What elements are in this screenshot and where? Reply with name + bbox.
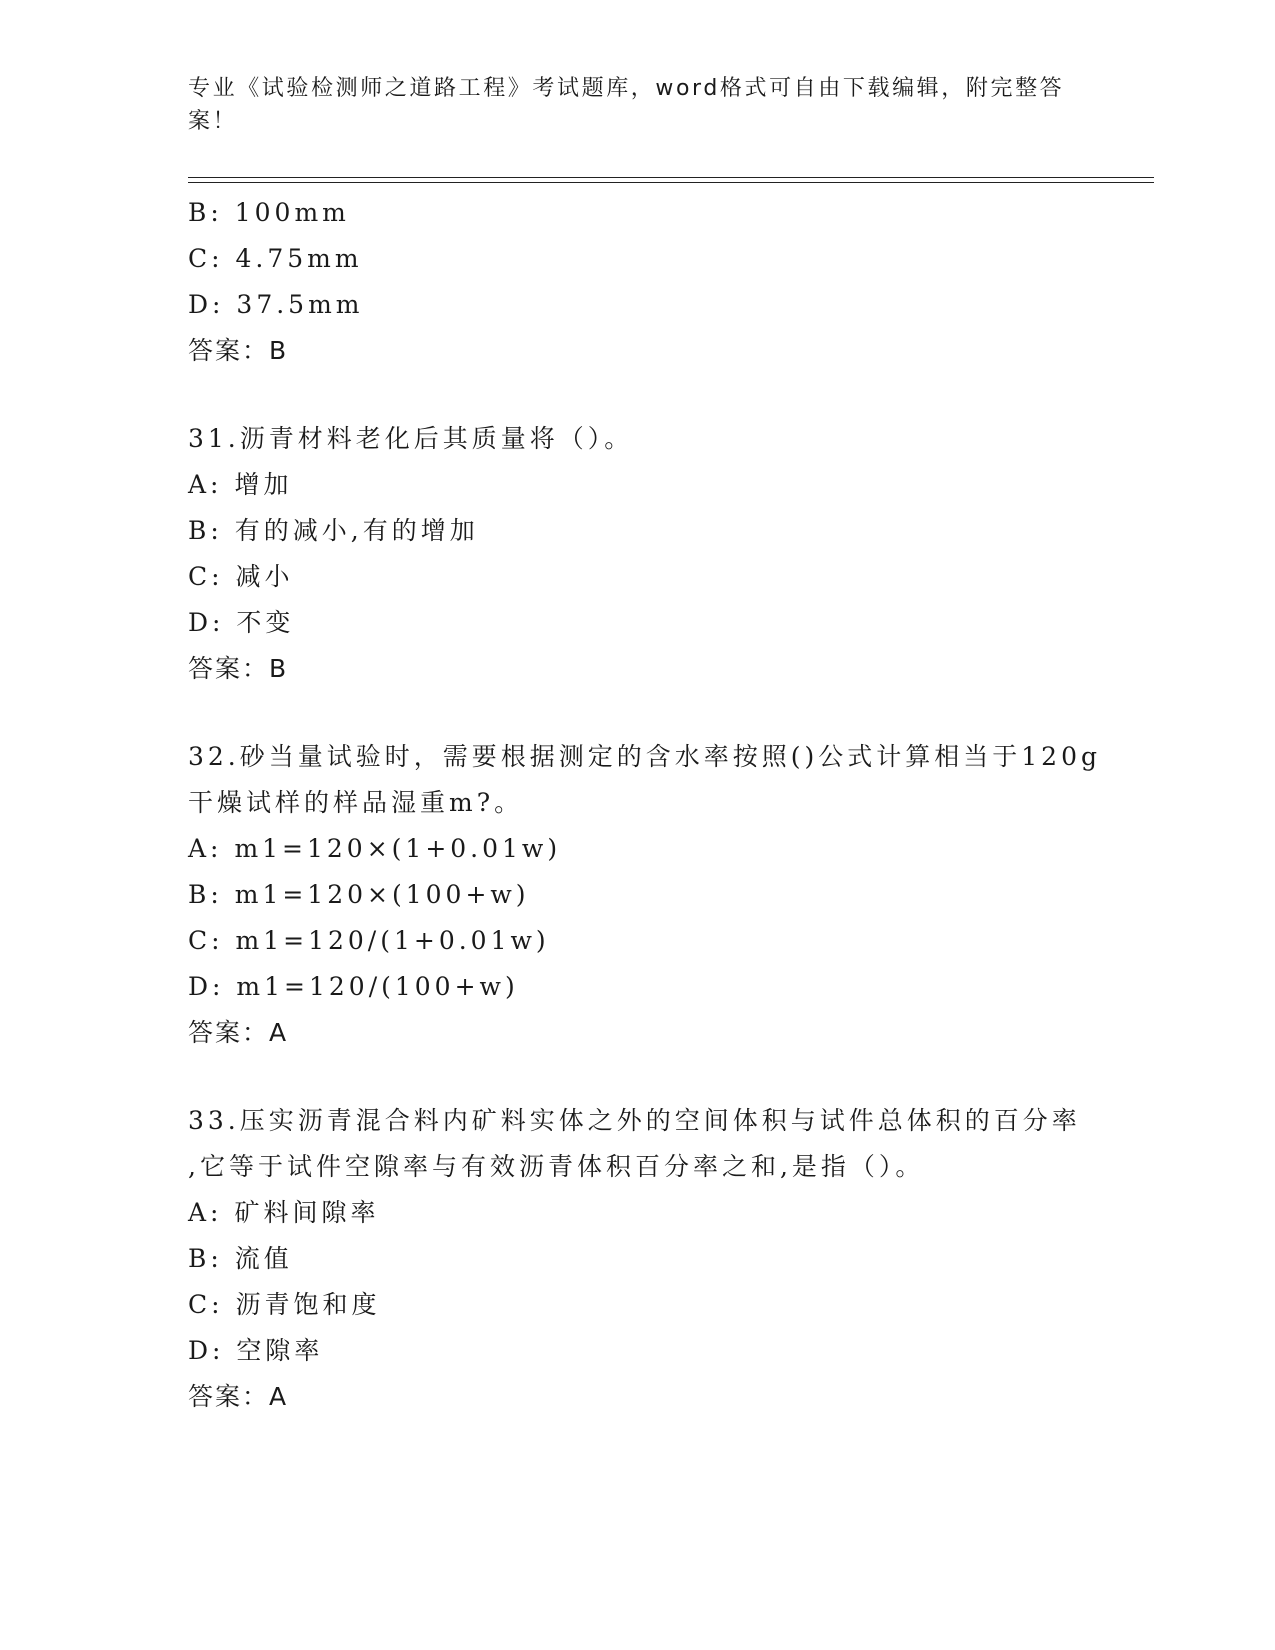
option-d xyxy=(188,282,1088,328)
option-label: C: xyxy=(188,1290,224,1319)
question-stem-line-2: ,它等于试件空隙率与有效沥青体积百分率之和,是指（）。 xyxy=(188,1152,925,1181)
option-label: C: xyxy=(188,244,224,273)
option-b xyxy=(188,872,1088,918)
option-a xyxy=(188,826,1088,872)
option-d xyxy=(188,1328,1088,1374)
question-30-tail xyxy=(188,190,1088,374)
option-text: 减小 xyxy=(235,562,294,591)
answer-line: 答案：A xyxy=(188,1018,289,1047)
question-spacer xyxy=(188,374,1088,416)
option-d xyxy=(188,600,1088,646)
answer-line: 答案：A xyxy=(188,1382,289,1411)
option-text: 矿料间隙率 xyxy=(234,1198,380,1227)
answer-line: 答案：B xyxy=(188,336,289,365)
question-spacer xyxy=(188,1056,1088,1098)
option-a xyxy=(188,1190,1088,1236)
option-label: B: xyxy=(188,516,223,545)
option-c xyxy=(188,236,1088,282)
option-b xyxy=(188,1236,1088,1282)
document-header xyxy=(188,72,1068,138)
question-32 xyxy=(188,734,1101,1056)
option-c xyxy=(188,1282,1088,1328)
question-31 xyxy=(188,416,1088,692)
option-text: 37.5mm xyxy=(236,290,364,319)
option-c xyxy=(188,918,1088,964)
question-stem-line-2: 干燥试样的样品湿重m?。 xyxy=(188,788,524,817)
option-text: 4.75mm xyxy=(235,244,363,273)
option-text: m1=120×(1+0.01w) xyxy=(234,834,562,863)
option-label: B: xyxy=(188,198,223,227)
option-text: m1=120×(100+w) xyxy=(234,880,530,909)
option-text: 空隙率 xyxy=(236,1336,324,1365)
option-text: 沥青饱和度 xyxy=(235,1290,381,1319)
option-d xyxy=(188,964,1088,1010)
option-text: m1=120/(100+w) xyxy=(236,972,519,1001)
answer-line: 答案：B xyxy=(188,654,289,683)
question-stem: 31.沥青材料老化后其质量将（）。 xyxy=(188,424,634,453)
question-spacer xyxy=(188,692,1088,734)
question-33 xyxy=(188,1098,1088,1420)
option-label: D: xyxy=(188,972,225,1001)
question-list xyxy=(188,190,1101,1420)
option-label: B: xyxy=(188,1244,223,1273)
option-text: 100mm xyxy=(234,198,350,227)
option-text: 流值 xyxy=(234,1244,293,1273)
option-c xyxy=(188,554,1088,600)
option-a xyxy=(188,462,1088,508)
option-label: D: xyxy=(188,1336,225,1365)
option-text: 增加 xyxy=(234,470,293,499)
header-line-1: 专业《试验检测师之道路工程》考试题库，word格式可自由下载编辑，附完整答 xyxy=(188,76,1065,101)
option-label: D: xyxy=(188,608,225,637)
option-label: A: xyxy=(188,470,223,499)
option-text: 有的减小,有的增加 xyxy=(234,516,479,545)
option-label: A: xyxy=(188,834,223,863)
header-divider-top xyxy=(188,177,1154,178)
option-label: A: xyxy=(188,1198,223,1227)
header-line-2: 案！ xyxy=(188,109,238,134)
option-text: m1=120/(1+0.01w) xyxy=(235,926,550,955)
option-text: 不变 xyxy=(236,608,295,637)
option-label: B: xyxy=(188,880,223,909)
option-b xyxy=(188,508,1088,554)
option-label: C: xyxy=(188,562,224,591)
option-label: C: xyxy=(188,926,224,955)
option-b xyxy=(188,190,1088,236)
option-label: D: xyxy=(188,290,225,319)
question-stem-line-1: 32.砂当量试验时，需要根据测定的含水率按照()公式计算相当于120g xyxy=(188,742,1101,771)
header-divider-bottom xyxy=(188,182,1154,183)
question-stem-line-1: 33.压实沥青混合料内矿料实体之外的空间体积与试件总体积的百分率 xyxy=(188,1106,1081,1135)
